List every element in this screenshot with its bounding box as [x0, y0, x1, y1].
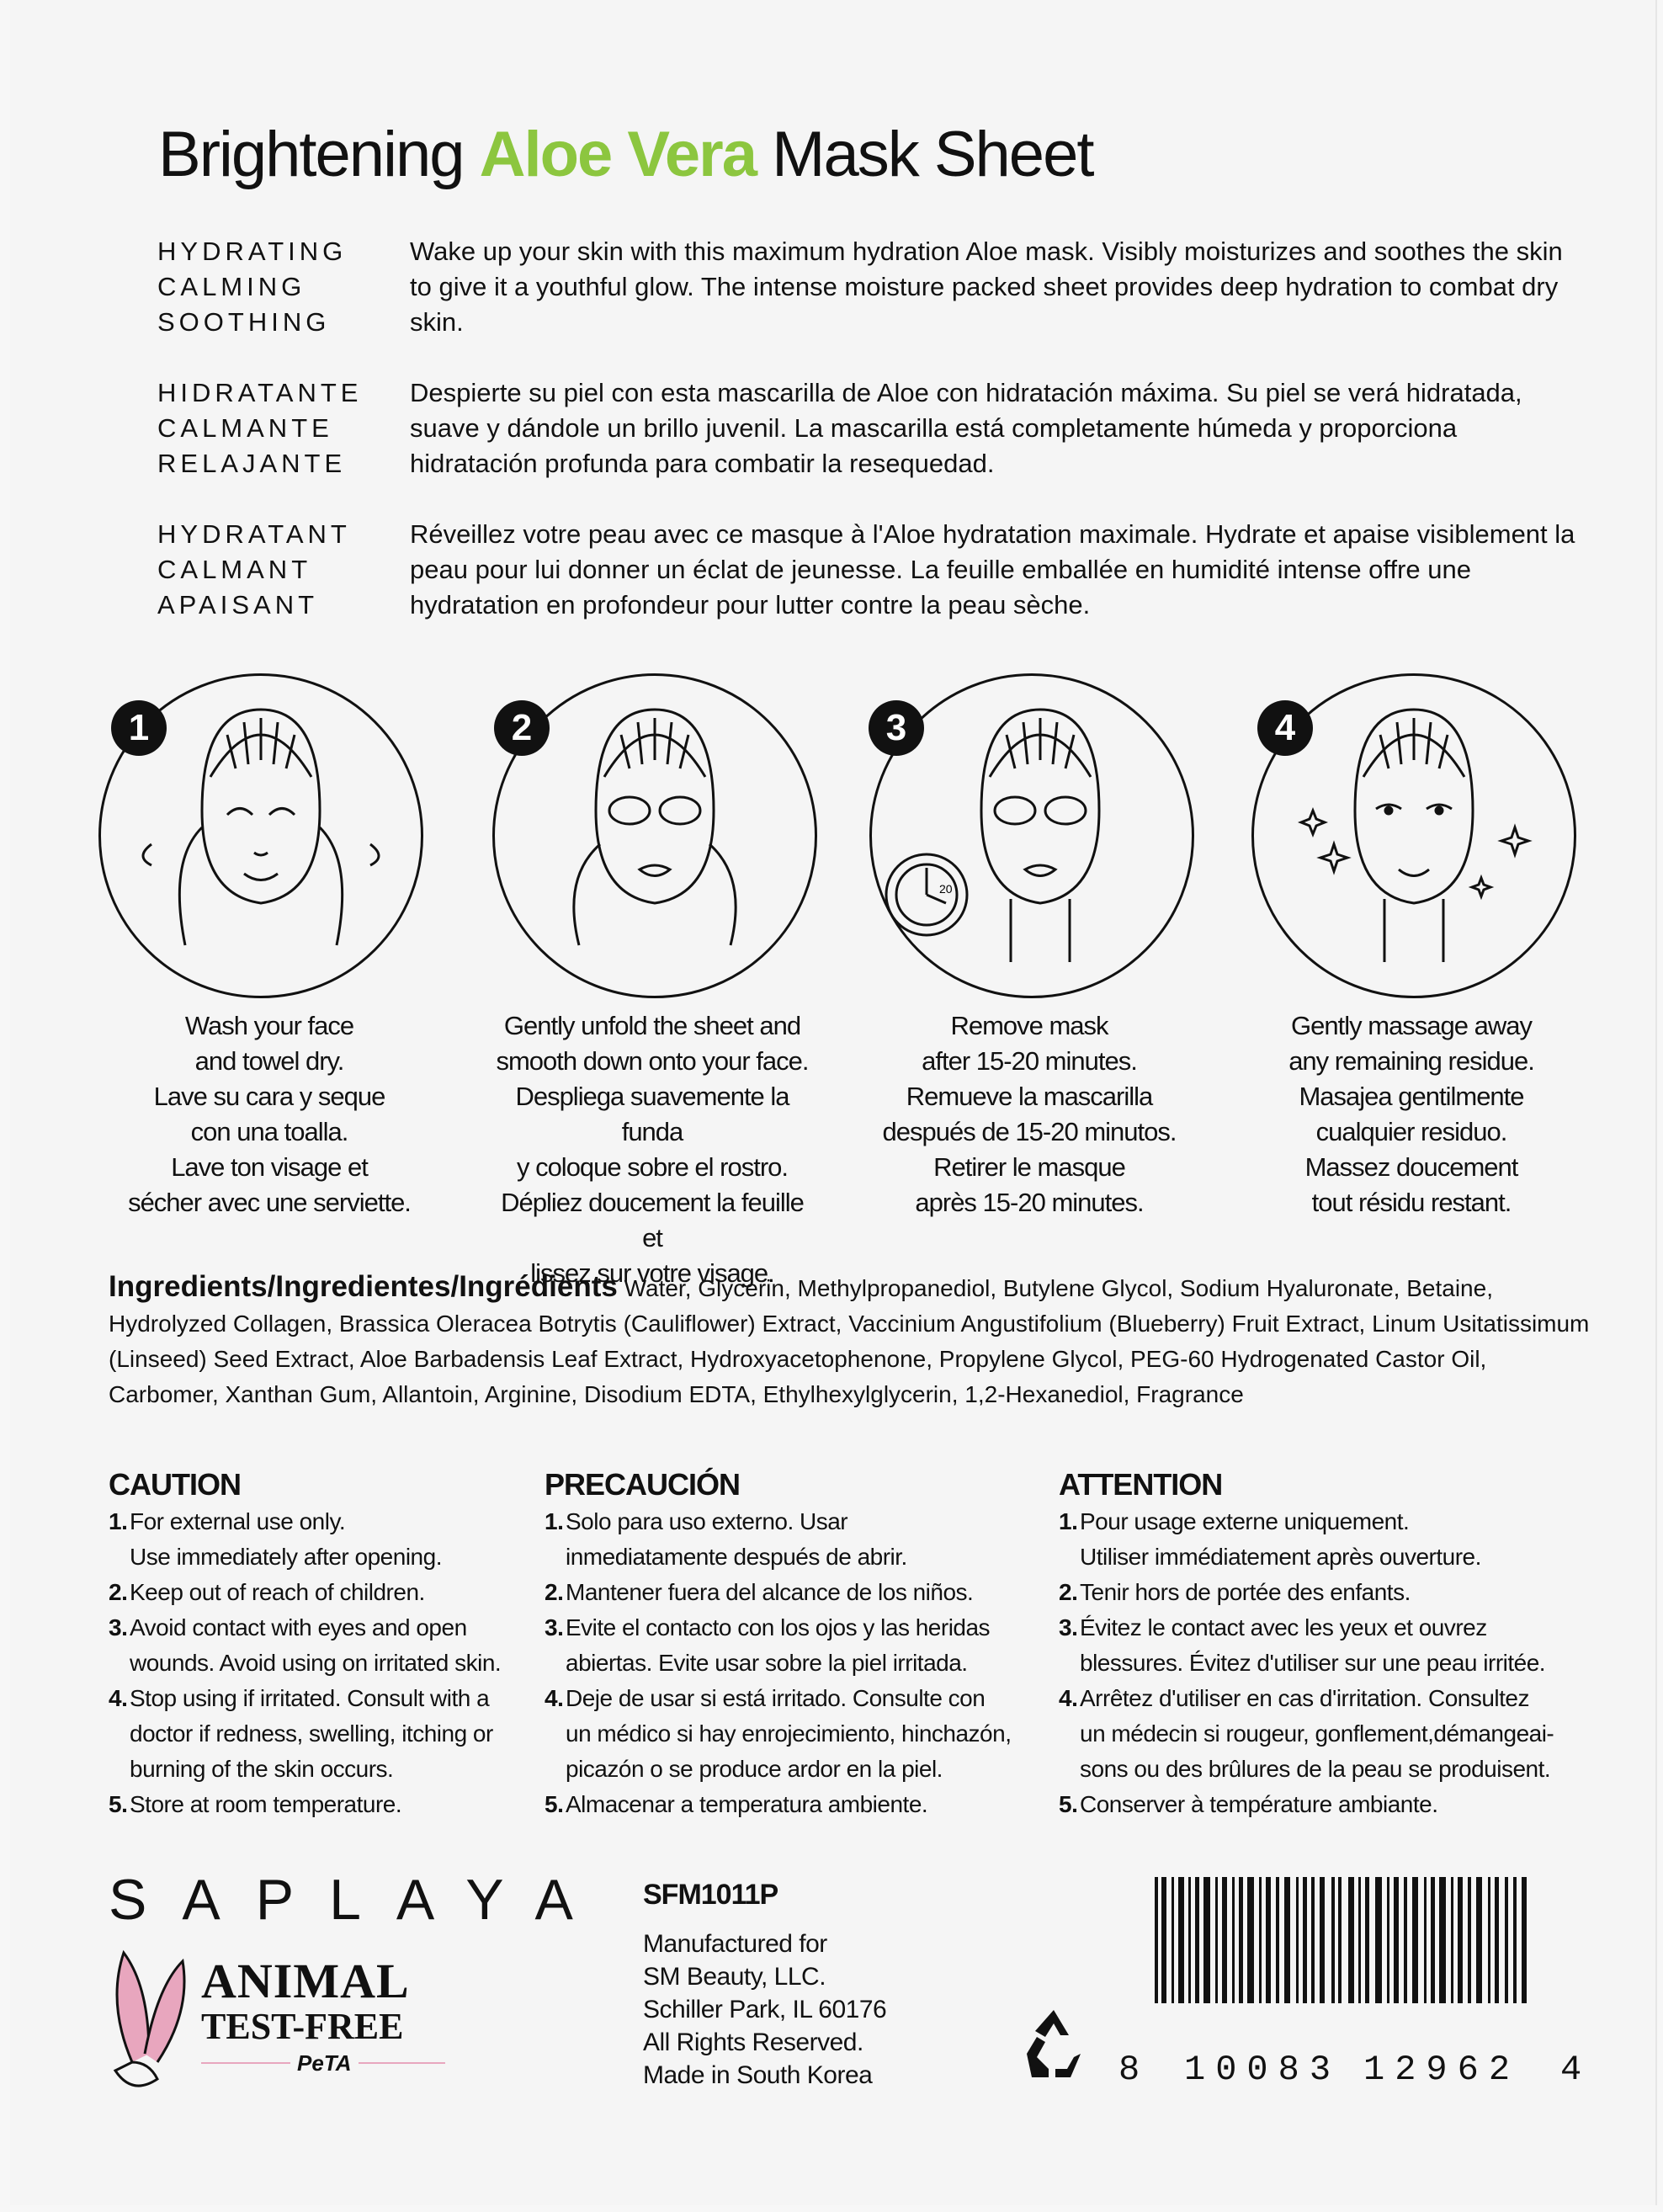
step-4-number: 4 — [1257, 700, 1313, 756]
caption-line: Gently massage away — [1291, 1011, 1532, 1040]
step-1-caption — [109, 1008, 429, 1220]
caution-heading: PRECAUCIÓN — [545, 1467, 741, 1502]
timer-label: 20 — [939, 882, 953, 896]
recycle-icon — [1012, 2003, 1096, 2087]
caption-line: smooth down onto your face. — [496, 1046, 809, 1076]
caption-line: tout résidu restant. — [1311, 1188, 1512, 1217]
caption-line: y coloque sobre el rostro. — [516, 1152, 789, 1182]
caption-line: Remueve la mascarilla — [906, 1082, 1153, 1111]
claim-words-fr: HYDRATANT CALMANT APAISANT — [157, 519, 351, 619]
caution-item: 3. Evite el contacto con los ojos y las heridas abiertas. Evite usar sobre la piel irritada. — [545, 1614, 991, 1676]
brand-logo: SAPLAYA — [109, 1868, 608, 1932]
step-4-caption — [1251, 1008, 1571, 1220]
caution-item: 4. Arrêtez d'utiliser en cas d'irritation. Consultez un médecin si rougeur, gonflement,démangeai- sons ou des brûlures de la peau se produisent. — [1059, 1685, 1554, 1782]
caption-line: and towel dry. — [194, 1046, 344, 1076]
barcode-digits-left: 10083 — [1184, 2050, 1342, 2090]
title-prefix: Brightening — [158, 119, 480, 190]
caution-heading: ATTENTION — [1059, 1467, 1223, 1502]
caption-line: Retirer le masque — [933, 1152, 1125, 1182]
animal-test-free-badge — [98, 1936, 452, 2096]
claim-words-es: HIDRATANTE CALMANTE RELAJANTE — [157, 378, 363, 478]
caption-line: sécher avec une serviette. — [128, 1188, 411, 1217]
caption-line: Massez doucement — [1304, 1152, 1518, 1182]
step-3-caption — [869, 1008, 1189, 1220]
caption-line: Despliega suavemente la funda — [515, 1082, 789, 1146]
step-2-caption — [492, 1008, 812, 1291]
step-2-number: 2 — [494, 700, 550, 756]
barcode-digit-last: 4 — [1560, 2050, 1582, 2090]
product-title — [158, 118, 1092, 191]
bunny-ears-icon — [98, 1936, 191, 2096]
caption-line: lissez sur votre visage. — [530, 1258, 774, 1288]
step-3-number: 3 — [869, 700, 924, 756]
caption-line: Dépliez doucement la feuille et — [501, 1188, 804, 1252]
caption-line: Wash your face — [184, 1011, 354, 1040]
badge-line-2: TEST-FREE — [201, 2006, 404, 2047]
claim-words-en: HYDRATING CALMING SOOTHING — [157, 237, 348, 337]
caution-item: 1. Solo para uso externo. Usar inmediatamente después de abrir. — [545, 1508, 907, 1570]
claim-text-fr: Réveillez votre peau avec ce masque à l'Aloe hydratation maximale. Hydrate et apaise visiblement la peau pour lui donner un éclat de jeunesse. La feuille emballée en humidité intense offre une hydratation en profondeur pour lutter contre la peau sèche. — [410, 519, 1575, 619]
claim-text-en: Wake up your skin with this maximum hydration Aloe mask. Visibly moisturizes and soothes the skin to give it a youthful glow. The intense moisture packed sheet provides deep hydration to combat dry skin. — [410, 237, 1563, 337]
manufacturer-info — [643, 1928, 886, 2092]
caption-line: Lave ton visage et — [171, 1152, 368, 1182]
barcode — [1138, 1877, 1575, 2003]
caption-line: Masajea gentilmente — [1299, 1082, 1524, 1111]
caption-line: con una toalla. — [190, 1117, 348, 1146]
caution-item: 1. Pour usage externe uniquement. Utiliser immédiatement après ouverture. — [1059, 1508, 1481, 1570]
badge-line-1: ANIMAL — [201, 1954, 410, 2008]
caution-item: 5. Almacenar a temperatura ambiente. — [545, 1791, 928, 1817]
product-sku: SFM1011P — [643, 1879, 778, 1911]
step-1-number: 1 — [111, 700, 167, 756]
caution-item: 5. Conserver à température ambiante. — [1059, 1791, 1438, 1817]
maker-line: Made in South Korea — [643, 2061, 873, 2089]
caution-item: 2. Mantener fuera del alcance de los niños. — [545, 1579, 974, 1605]
caution-item: 3. Évitez le contact avec les yeux et ouvrez blessures. Évitez d'utiliser sur une peau irritée. — [1059, 1614, 1546, 1676]
caption-line: Gently unfold the sheet and — [503, 1011, 801, 1040]
caution-fr — [1059, 1467, 1597, 1822]
barcode-digit-first: 8 — [1118, 2050, 1140, 2090]
package-panel — [10, 0, 1657, 2205]
title-highlight: Aloe Vera — [479, 119, 757, 190]
caution-en — [109, 1467, 529, 1822]
title-suffix: Mask Sheet — [756, 119, 1093, 190]
maker-line: All Rights Reserved. — [643, 2029, 863, 2056]
caution-item: 3. Avoid contact with eyes and open wounds. Avoid using on irritated skin. — [109, 1614, 502, 1676]
maker-line: Schiller Park, IL 60176 — [643, 1996, 887, 2023]
ingredients-list: Water, Glycerin, Methylpropanediol, Butylene Glycol, Sodium Hyaluronate, Betaine, Hydrolyzed Collagen, Brassica Oleracea Botrytis (Cauliflower) Extract, Vaccinium Angustifolium (Blueberry) Fruit Extract, Linum Usitatissimum (Linseed) Seed Extract, Aloe Barbadensis Leaf Extract, Hydroxyacetophenone, Propylene Glycol, PEG-60 Hydrogenated Castor Oil, Carbomer, Xanthan Gum, Allantoin, Arginine, Disodium EDTA, Ethylhexylglycerin, 1,2-Hexanediol, Fragrance — [109, 1275, 1590, 1407]
caution-item: 4. Deje de usar si está irritado. Consulte con un médico si hay enrojecimiento, hinchazón, picazón o se produce ardor en la piel. — [545, 1685, 1012, 1782]
caption-line: Lave su cara y seque — [153, 1082, 385, 1111]
caution-item: 2. Tenir hors de portée des enfants. — [1059, 1579, 1411, 1605]
caption-line: after 15-20 minutes. — [922, 1046, 1137, 1076]
maker-line: SM Beauty, LLC. — [643, 1963, 826, 1991]
claim-text-es: Despierte su piel con esta mascarilla de Aloe con hidratación máxima. Su piel se verá hidratada, suave y dándole un brillo juvenil. La mascarilla está completamente húmeda y proporciona hidratación profunda para combatir la resequedad. — [410, 378, 1522, 478]
caption-line: any remaining residue. — [1288, 1046, 1534, 1076]
caution-heading: CAUTION — [109, 1467, 241, 1502]
ingredients-block — [109, 1269, 1590, 1412]
peta-logo: PeTA — [290, 2050, 359, 2076]
caption-line: Remove mask — [950, 1011, 1108, 1040]
caption-line: après 15-20 minutes. — [915, 1188, 1144, 1217]
caution-item: 4. Stop using if irritated. Consult with a doctor if redness, swelling, itching or burning of the skin occurs. — [109, 1685, 493, 1782]
maker-line: Manufactured for — [643, 1930, 827, 1958]
caption-line: cualquier residuo. — [1315, 1117, 1507, 1146]
caption-line: después de 15-20 minutos. — [882, 1117, 1177, 1146]
caution-item: 5. Store at room temperature. — [109, 1791, 402, 1817]
caution-es — [545, 1467, 1016, 1822]
ingredients-heading: Ingredients/Ingredientes/Ingrédients — [109, 1270, 618, 1303]
caution-item: 1. For external use only. Use immediately after opening. — [109, 1508, 442, 1570]
caution-item: 2. Keep out of reach of children. — [109, 1579, 425, 1605]
barcode-digits-right: 12962 — [1363, 2050, 1521, 2090]
